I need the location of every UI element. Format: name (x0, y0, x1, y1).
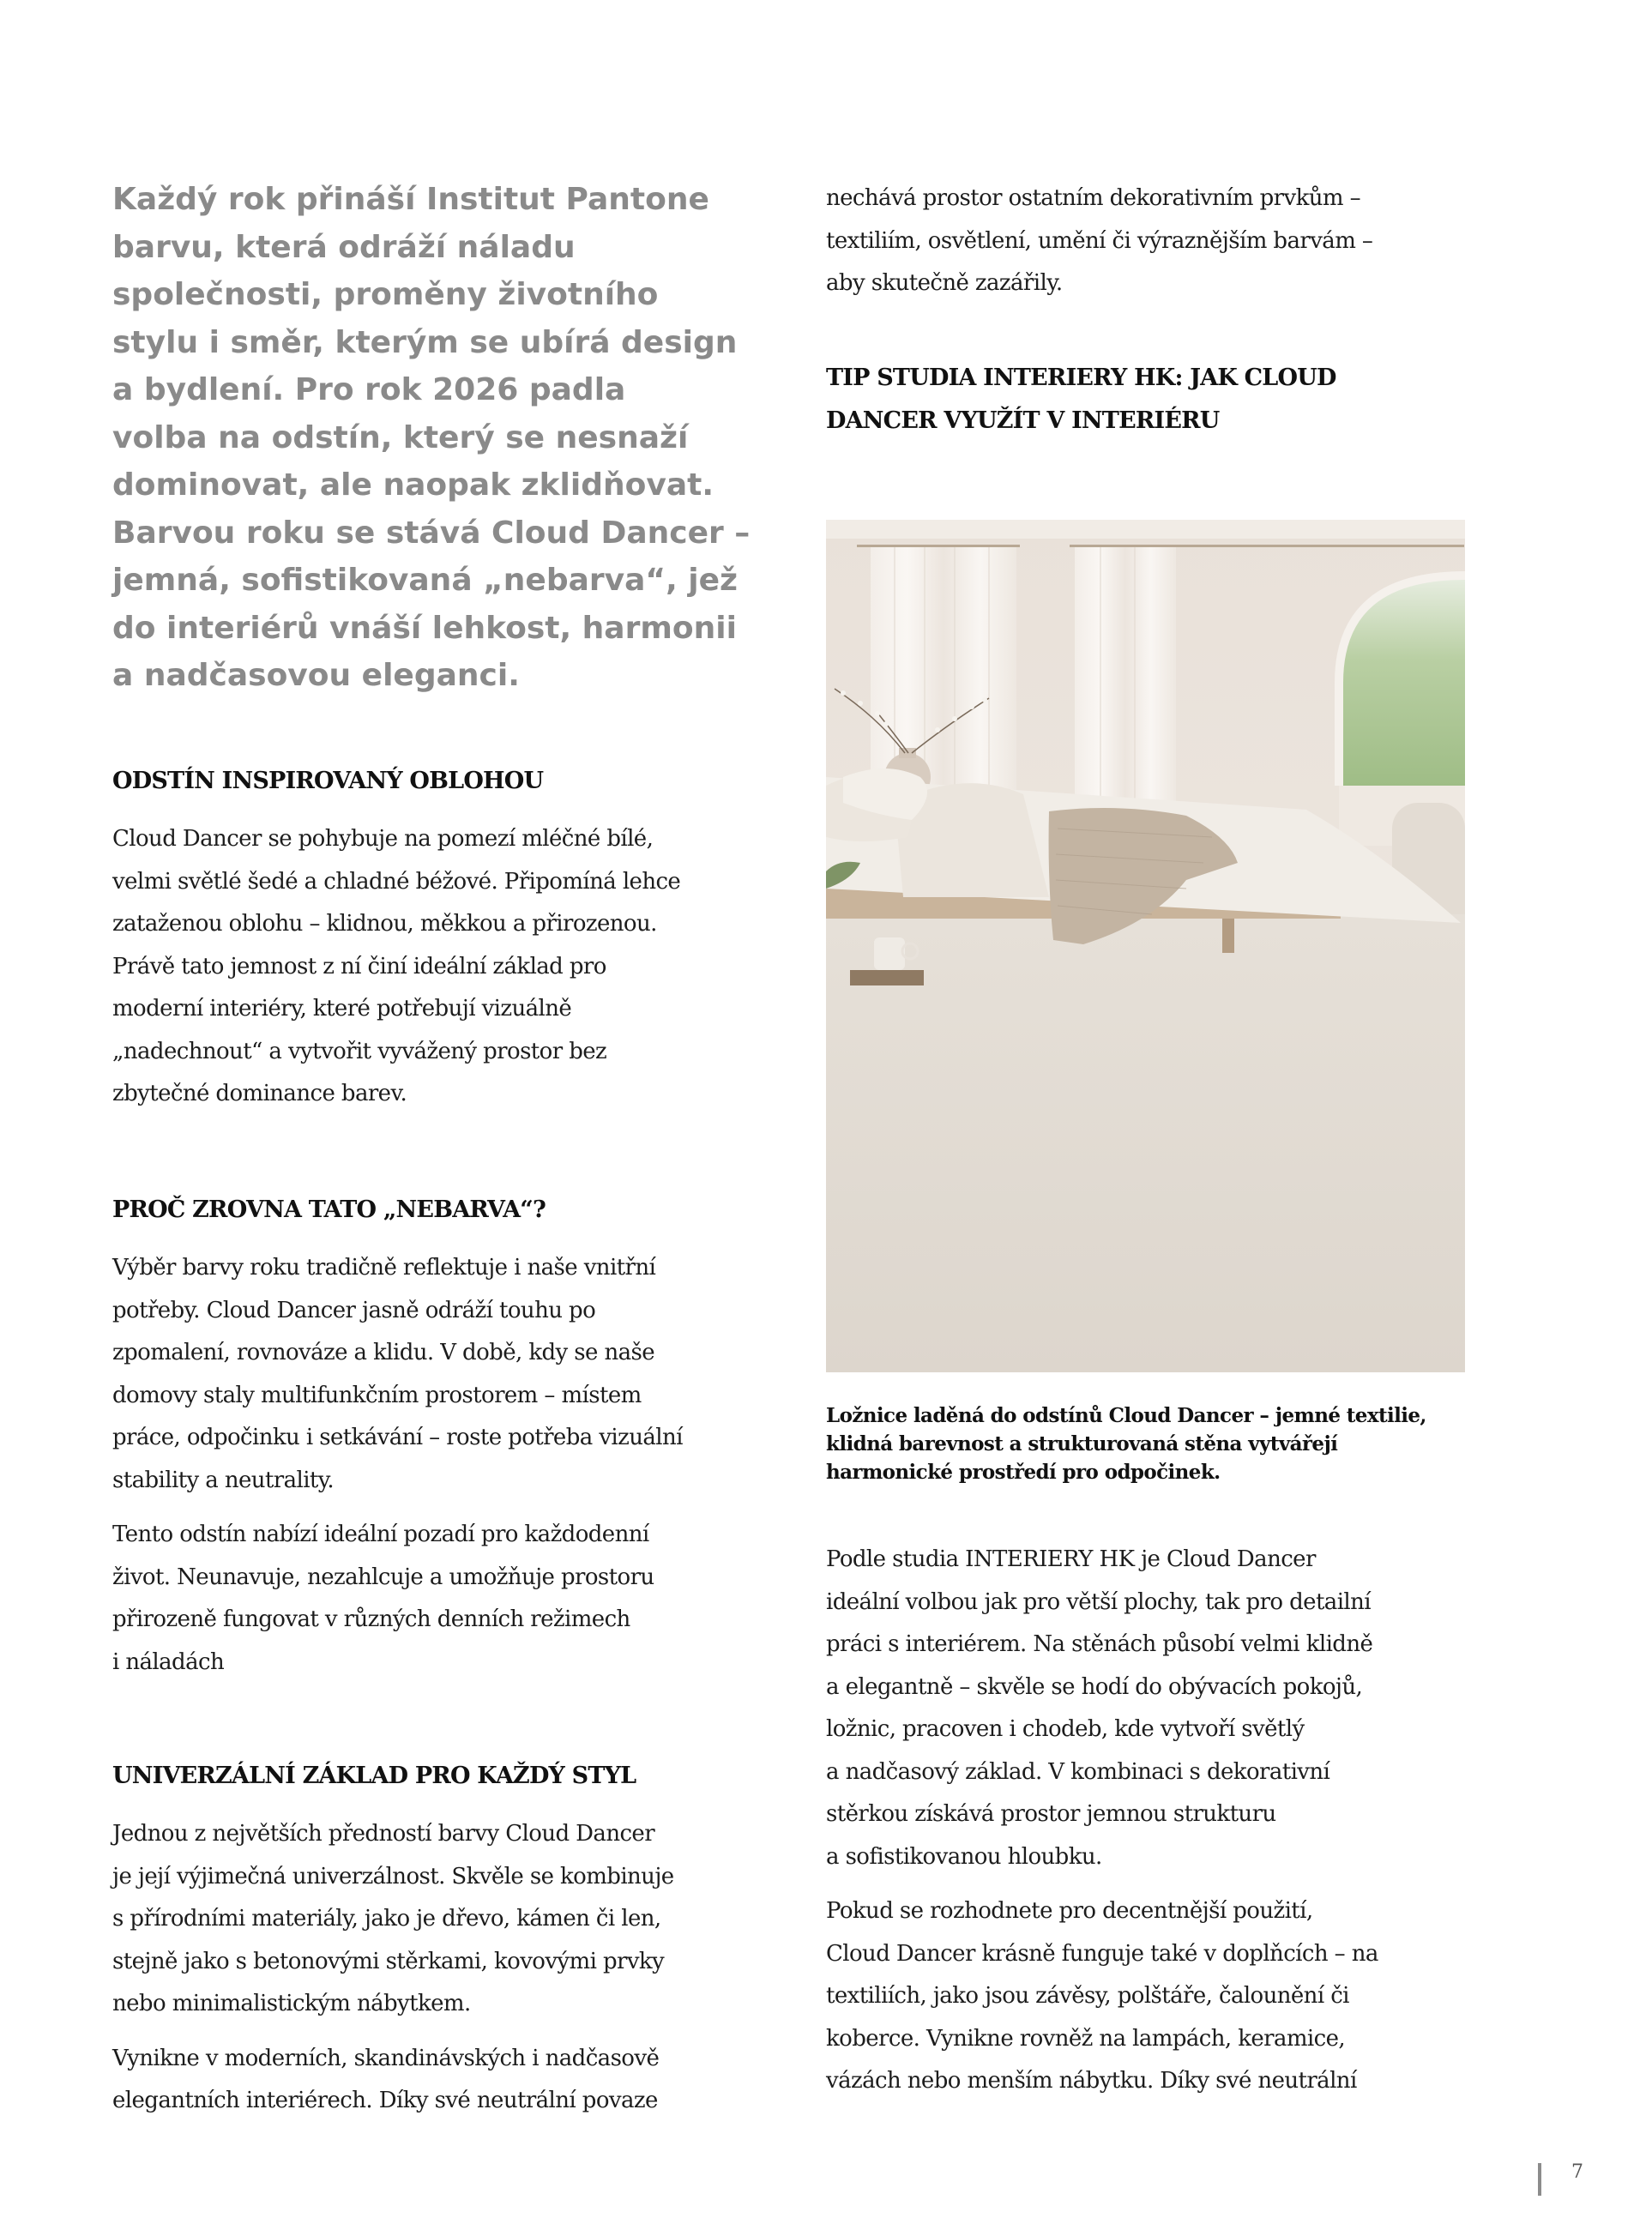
text-line: stěrkou získává prostor jemnou strukturu (826, 1801, 1276, 1827)
section-paragraph (112, 1514, 683, 1684)
lead-line: stylu i směr, kterým se ubírá design (112, 324, 738, 360)
text-line: i náladách (112, 1648, 225, 1675)
lead-paragraph (112, 176, 781, 700)
section-univerzalni (112, 1755, 674, 2123)
bedroom-photo (826, 520, 1465, 1372)
text-line: a nadčasový základ. V kombinaci s dekorativní (826, 1758, 1330, 1785)
lead-line: Každý rok přináší Institut Pantone (112, 182, 709, 217)
text-line: Cloud Dancer se pohybuje na pomezí mléčné bílé, (112, 826, 654, 852)
section-paragraph (112, 1813, 674, 2026)
section-paragraph (112, 818, 680, 1116)
text-line: práce, odpočinku i setkávání – roste potřeba vizuální (112, 1425, 683, 1450)
section-paragraph (112, 1247, 683, 1502)
bedroom-illustration (826, 520, 1465, 1372)
text-line: ideální volbou jak pro větší plochy, tak pro detailní (826, 1588, 1371, 1615)
text-line: „nadechnout“ a vytvořit vyvážený prostor bez (112, 1038, 607, 1064)
text-line: potřeby. Cloud Dancer jasně odráží touhu po (112, 1297, 596, 1323)
text-line: aby skutečně zazářily. (826, 270, 1063, 296)
section-heading: ODSTÍN INSPIROVANÝ OBLOHOU (112, 768, 544, 794)
text-line: Tento odstín nabízí ideální pozadí pro každodenní (112, 1522, 649, 1547)
section-proc-nebarva (112, 1189, 683, 1684)
text-line: stability a neutrality. (112, 1467, 335, 1493)
text-line: vázách nebo menším nábytku. Díky své neutrální (826, 2068, 1357, 2094)
text-line: Podle studia INTERIERY HK je Cloud Dancer (826, 1546, 1316, 1572)
section-odstin (112, 760, 680, 1116)
text-line: koberce. Vynikne rovněž na lampách, keramice, (826, 2025, 1346, 2052)
text-line: nechává prostor ostatním dekorativním prvkům – (826, 185, 1361, 211)
text-line: stejně jako s betonovými stěrkami, kovovými prvky (112, 1948, 665, 1974)
tip-body (826, 1539, 1378, 2103)
right-column-continuation (826, 178, 1372, 443)
text-line: Pokud se rozhodnete pro decentnější použití, (826, 1898, 1313, 1924)
text-line: zpomalení, rovnováze a klidu. V době, kdy se naše (112, 1340, 655, 1365)
text-line: Právě tato jemnost z ní činí ideální základ pro (112, 953, 606, 979)
lead-line: do interiérů vnáší lehkost, harmonii (112, 610, 737, 646)
text-line: Výběr barvy roku tradičně reflektuje i naše vnitřní (112, 1255, 656, 1281)
lead-line: volba na odstín, který se nesnaží (112, 419, 689, 455)
tip-heading (826, 357, 1372, 443)
text-line: Cloud Dancer krásně funguje také v doplňcích – na (826, 1940, 1378, 1967)
caption-line: Ložnice laděná do odstínů Cloud Dancer – jemné textilie, (826, 1404, 1426, 1427)
text-line: elegantních interiérech. Díky své neutrální povaze (112, 2088, 658, 2113)
page-number: 7 (1571, 2161, 1583, 2183)
text-line: zbytečné dominance barev. (112, 1081, 407, 1106)
text-line: velmi světlé šedé a chladné béžové. Připomíná lehce (112, 868, 681, 895)
text-line: Vynikne v moderních, skandinávských i nadčasově (112, 2045, 660, 2071)
section-heading: PROČ ZROVNA TATO „NEBARVA“? (112, 1196, 546, 1223)
folio-divider (1538, 2163, 1541, 2196)
caption-line: klidná barevnost a strukturovaná stěna vytvářejí (826, 1432, 1338, 1456)
text-line: a elegantně – skvěle se hodí do obývacích pokojů, (826, 1673, 1363, 1700)
text-line: textiliím, osvětlení, umění či výraznějším barvám – (826, 227, 1373, 254)
lead-line: barvu, která odráží náladu (112, 229, 576, 265)
text-line: moderní interiéry, které potřebují vizuálně (112, 996, 572, 1022)
text-line: domovy staly multifunkčním prostorem – místem (112, 1382, 642, 1408)
lead-line: a bydlení. Pro rok 2026 padla (112, 372, 626, 407)
section-paragraph (112, 2038, 674, 2123)
section-paragraph (826, 178, 1372, 305)
heading-line: DANCER VYUŽÍT V INTERIÉRU (826, 407, 1220, 434)
lead-line: a nadčasovou eleganci. (112, 658, 520, 693)
caption-line: harmonické prostředí pro odpočinek. (826, 1461, 1221, 1484)
photo-caption (826, 1401, 1512, 1486)
section-paragraph (826, 1539, 1378, 1878)
text-line: s přírodními materiály, jako je dřevo, kámen či len, (112, 1906, 661, 1932)
heading-line: TIP STUDIA INTERIERY HK: JAK CLOUD (826, 364, 1336, 391)
lead-line: jemná, sofistikovaná „nebarva“, jež (112, 563, 738, 598)
text-line: je její výjimečná univerzálnost. Skvěle se kombinuje (112, 1863, 674, 1889)
lead-line: společnosti, proměny životního (112, 277, 659, 312)
text-line: život. Neunavuje, nezahlcuje a umožňuje prostoru (112, 1564, 654, 1590)
lead-line: Barvou roku se stává Cloud Dancer – (112, 515, 751, 551)
text-line: a sofistikovanou hloubku. (826, 1843, 1102, 1870)
text-line: Jednou z největších předností barvy Cloud Dancer (112, 1821, 655, 1847)
text-line: přirozeně fungovat v různých denních režimech (112, 1606, 630, 1632)
section-heading: UNIVERZÁLNÍ ZÁKLAD PRO KAŽDÝ STYL (112, 1763, 636, 1789)
text-line: práci s interiérem. Na stěnách působí velmi klidně (826, 1631, 1373, 1657)
section-paragraph (826, 1890, 1378, 2103)
text-line: textiliích, jako jsou závěsy, polštáře, čalounění či (826, 1983, 1349, 2009)
text-line: zataženou oblohu – klidnou, měkkou a přirozenou. (112, 911, 657, 937)
text-line: ložnic, pracoven i chodeb, kde vytvoří světlý (826, 1716, 1305, 1742)
text-line: nebo minimalistickým nábytkem. (112, 1991, 471, 2016)
lead-line: dominovat, ale naopak zklidňovat. (112, 467, 714, 503)
